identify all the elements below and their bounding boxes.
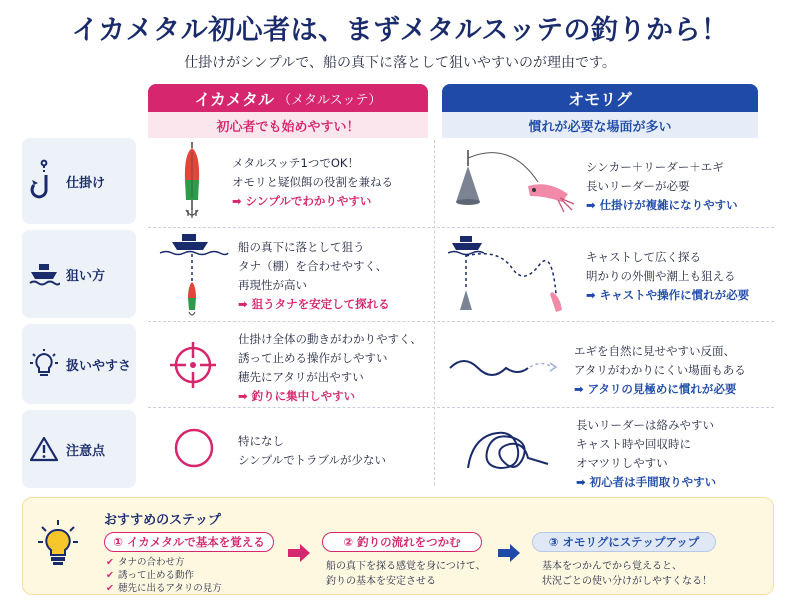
text-line: 釣りの基本を安定させる [326, 576, 436, 587]
check-icon: ✔ [106, 570, 114, 581]
row1-left-text [232, 154, 393, 211]
text-line: 穂先にアタリが出やすい [238, 370, 364, 384]
text-line: 特になし [238, 434, 284, 448]
text-line: オマツリしやすい [576, 456, 668, 470]
check-text: タナの合わせ方 [117, 557, 185, 568]
highlight-line: ➡ 釣りに集中しやすい [238, 389, 356, 403]
text-line: メタルスッテ1つでOK！ [232, 156, 359, 170]
text-line: 再現性が高い [238, 278, 307, 292]
vertical-drop-illustration [158, 232, 230, 320]
text-line: 船の真下を探る感覚を身につけて、 [326, 561, 486, 572]
text-line: タナ（棚）を合わせやすく、 [238, 259, 388, 273]
row-label-neraikata [22, 230, 136, 318]
row3-left-text [238, 330, 422, 406]
lightbulb-icon [29, 348, 59, 380]
text-line: 仕掛け全体の動きがわかりやすく、 [238, 332, 422, 346]
ikametal-tagline: 初心者でも始めやすい！ [148, 112, 428, 138]
row2-right-text [586, 248, 749, 305]
steps-title: おすすめのステップ [104, 513, 221, 528]
hook-icon [30, 159, 58, 203]
text-line: エギを自然に見せやすい反面、 [574, 344, 735, 358]
row-label-text: 扱いやすさ [66, 358, 132, 374]
row-label-text: 仕掛け [66, 175, 106, 191]
text-line: 船の真下に落として狙う [238, 240, 365, 254]
row-divider [148, 227, 774, 228]
text-line: 長いリーダーが必要 [586, 179, 690, 193]
row-label-text: 注意点 [66, 443, 106, 459]
column-divider [434, 140, 435, 485]
row3-right-text [574, 342, 746, 399]
text-line: オモリと疑似餌の役割を兼ねる [232, 175, 393, 189]
highlight-line: ➡ シンプルでわかりやすい [232, 194, 372, 208]
check-text: 穂先に出るアタリの見方 [117, 583, 222, 594]
highlight-line: ➡ キャストや操作に慣れが必要 [586, 288, 750, 302]
boat-icon [28, 260, 60, 288]
warning-icon [29, 435, 59, 463]
row-divider [148, 407, 774, 408]
ikametal-paren: （メタルスッテ） [278, 92, 382, 108]
check-text: 誘って止める動作 [117, 570, 194, 581]
arrow-right-icon [288, 544, 310, 562]
row-label-shikake [22, 138, 136, 224]
text-line: 誘って止める操作がしやすい [238, 351, 388, 365]
highlight-line: ➡ 狙うタナを安定して探れる [238, 297, 390, 311]
step-2-text [326, 559, 486, 589]
step-3-text [542, 559, 712, 589]
step-2-pill: ② 釣りの流れをつかむ [322, 532, 482, 552]
text-line: キャスト時や回収時に [576, 437, 691, 451]
ikametal-title: イカメタル [194, 89, 275, 109]
wave-line-illustration [448, 350, 560, 384]
row-divider [148, 321, 774, 322]
highlight-line: ➡ 仕掛けが複雑になりやすい [586, 198, 738, 212]
page-subtitle: 仕掛けがシンプルで、船の真下に落として狙いやすいのが理由です。 [184, 55, 616, 71]
row1-right-text [586, 158, 738, 215]
text-line: キャストして広く探る [586, 250, 701, 264]
highlight-line: ➡ 初心者は手間取りやすい [576, 475, 717, 489]
text-line: 状況ごとの使い分けがしやすくなる！ [542, 576, 712, 587]
omorigu-header [442, 84, 758, 112]
row4-right-text [576, 416, 716, 492]
omorigu-tagline: 慣れが必要な場面が多い [442, 112, 758, 138]
check-icon: ✔ [106, 557, 114, 568]
lightbulb-icon [36, 518, 80, 568]
row-label-chuuiten [22, 410, 136, 488]
check-item [106, 582, 222, 595]
row2-left-text [238, 238, 390, 314]
check-icon: ✔ [106, 583, 114, 594]
circle-ok-icon [170, 424, 218, 472]
omorigu-title: オモリグ [568, 89, 632, 109]
page-title: イカメタル初心者は、まずメタルスッテの釣りから！ [71, 15, 729, 46]
ikametal-header [148, 84, 428, 112]
step-1-pill: ① イカメタルで基本を覚える [104, 532, 274, 552]
step-3-pill: ③ オモリグにステップアップ [532, 532, 716, 552]
text-line: アタリがわかりにくい場面もある [574, 363, 746, 377]
metal-sutte-illustration [178, 142, 206, 222]
cast-illustration [448, 234, 576, 320]
text-line: シンプルでトラブルが少ない [238, 453, 387, 467]
row4-left-text [238, 432, 386, 470]
highlight-line: ➡ アタリの見極めに慣れが必要 [574, 382, 737, 396]
tangle-icon [462, 420, 552, 482]
row-label-text: 狙い方 [66, 268, 106, 284]
check-item [106, 569, 222, 582]
arrow-right-icon [498, 544, 520, 562]
text-line: 基本をつかんでから覚えると、 [542, 561, 682, 572]
row-label-atsukai [22, 324, 136, 404]
target-icon [168, 340, 218, 390]
check-item [106, 556, 222, 569]
text-line: シンカー＋リーダー＋エギ [586, 160, 724, 174]
text-line: 明かりの外側や潮上も狙える [586, 269, 736, 283]
text-line: 長いリーダーは絡みやすい [576, 418, 714, 432]
step-1-checklist [106, 556, 222, 595]
omorigu-rig-illustration [450, 144, 580, 222]
